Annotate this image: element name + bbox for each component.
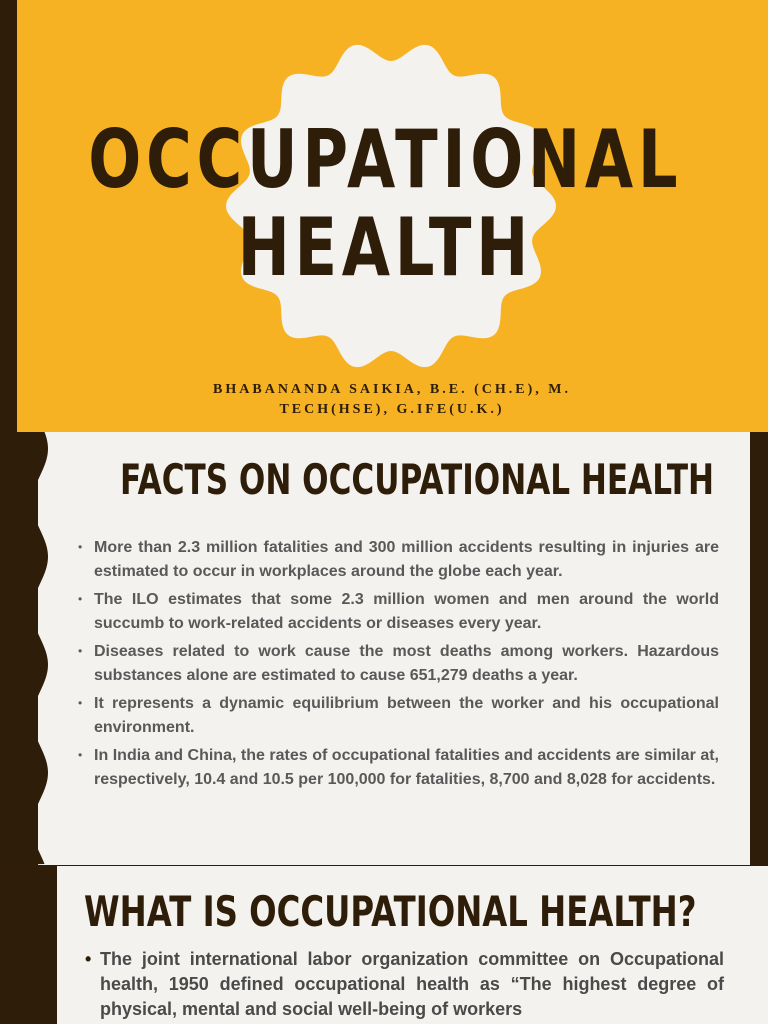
bullet-item: • The ILO estimates that some 2.3 million women and men around the world succumb to work-related accidents or diseases every year. (94, 588, 719, 635)
title-line-2: HEALTH (237, 201, 534, 294)
definition-bullet-list (100, 947, 724, 1022)
definition-slide (0, 866, 768, 1024)
bullet-item: • The joint international labor organization committee on Occupational health, 1950 defined occupational health as “The highest degree of physical, mental and social well-being of workers (100, 947, 724, 1022)
facts-bullet-list (94, 536, 719, 796)
bullet-item: • It represents a dynamic equilibrium between the worker and his occupational environment. (94, 692, 719, 739)
bullet-item: • More than 2.3 million fatalities and 300 million accidents resulting in injuries are estimated to occur in workplaces around the globe each year. (94, 536, 719, 583)
left-accent-bar (0, 0, 17, 432)
slide-heading: FACTS ON OCCUPATIONAL HEALTH (120, 455, 715, 504)
wavy-left-border (0, 432, 60, 865)
bullet-item: • Diseases related to work cause the most deaths among workers. Hazardous substances alone are estimated to cause 651,279 deaths a year. (94, 640, 719, 687)
title-line-1: OCCUPATIONAL (88, 113, 683, 206)
author-credit (170, 380, 614, 420)
facts-slide (0, 432, 768, 865)
author-line-2: TECH(HSE), G.IFE(U.K.) (279, 402, 505, 417)
author-line-1: BHABANANDA SAIKIA, B.E. (CH.E), M. (213, 382, 571, 397)
title-slide (0, 0, 768, 432)
presentation-title (86, 113, 685, 294)
slide-heading: WHAT IS OCCUPATIONAL HEALTH? (84, 887, 697, 936)
bullet-item: • In India and China, the rates of occupational fatalities and accidents are similar at, respectively, 10.4 and 10.5 per 100,000 for fatalities, 8,700 and 8,028 for accidents. (94, 744, 719, 791)
